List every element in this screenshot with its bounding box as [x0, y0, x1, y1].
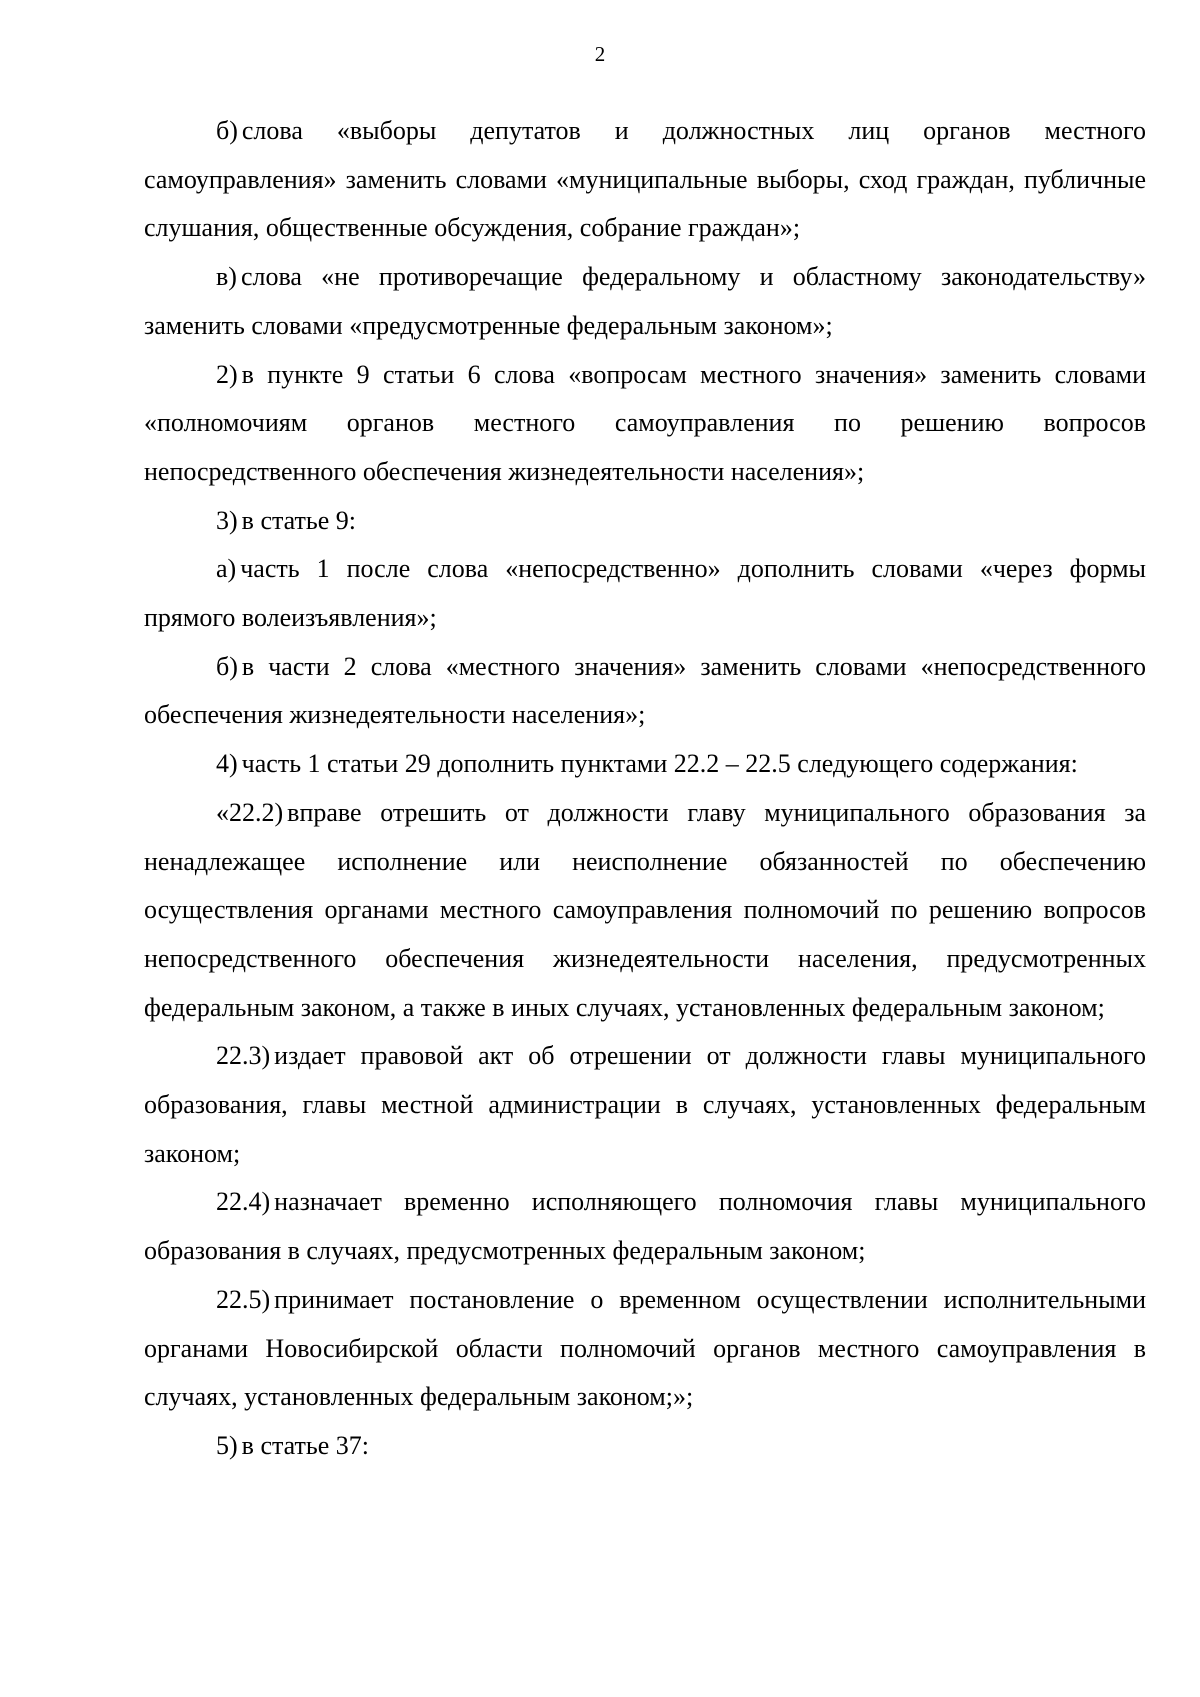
paragraph-marker: 5) — [216, 1430, 238, 1460]
paragraph-text: издает правовой акт об отрешении от должности главы муниципального образования, главы местной администрации в случаях, установленных федеральным законом; — [144, 1041, 1146, 1168]
paragraph-3 — [144, 351, 1146, 497]
paragraph-text: в части 2 слова «местного значения» заменить словами «непосредственного обеспечения жизнедеятельности населения»; — [144, 651, 1146, 730]
paragraph-4 — [144, 497, 1146, 546]
paragraph-10 — [144, 1178, 1146, 1275]
paragraph-marker: 22.3) — [216, 1041, 271, 1071]
paragraph-marker: 22.5) — [216, 1284, 271, 1314]
paragraph-marker: 4) — [216, 749, 238, 779]
paragraph-6 — [144, 643, 1146, 740]
paragraph-marker: «22.2) — [216, 797, 284, 827]
paragraph-text: часть 1 статьи 29 дополнить пунктами 22.2 – 22.5 следующего содержания: — [241, 749, 1078, 779]
paragraph-text: в пункте 9 статьи 6 слова «вопросам местного значения» заменить словами «полномочиям органов местного самоуправления по решению вопросов непосредственного обеспечения жизнедеятельности населения»; — [144, 359, 1146, 486]
paragraph-marker: б) — [216, 116, 238, 145]
page-number: 2 — [594, 42, 606, 66]
document-body — [144, 107, 1146, 1471]
paragraph-5 — [144, 545, 1146, 642]
paragraph-marker: 22.4) — [216, 1187, 271, 1217]
paragraph-8 — [144, 789, 1146, 1033]
paragraph-text: слова «выборы депутатов и должностных лиц органов местного самоуправления» заменить словами «муниципальные выборы, сход граждан, публичные слушания, общественные обсуждения, собрание граждан»; — [144, 116, 1146, 243]
paragraph-7 — [144, 740, 1146, 789]
paragraph-12 — [144, 1422, 1146, 1471]
paragraph-marker: 3) — [216, 505, 238, 535]
paragraph-text: назначает временно исполняющего полномочия главы муниципального образования в случаях, предусмотренных федеральным законом; — [144, 1187, 1146, 1266]
paragraph-1 — [144, 107, 1146, 253]
paragraph-2 — [144, 253, 1146, 350]
paragraph-text: в статье 37: — [241, 1430, 370, 1460]
paragraph-text: принимает постановление о временном осуществлении исполнительными органами Новосибирской области полномочий органов местного самоуправления в случаях, установленных федеральным законом;»; — [144, 1284, 1146, 1412]
paragraph-text: часть 1 после слова «непосредственно» дополнить словами «через формы прямого волеизъявления»; — [144, 554, 1146, 633]
paragraph-text: в статье 9: — [241, 505, 357, 535]
paragraph-11 — [144, 1276, 1146, 1422]
paragraph-marker: б) — [216, 651, 238, 681]
paragraph-9 — [144, 1032, 1146, 1178]
paragraph-marker: а) — [216, 554, 237, 584]
paragraph-marker: в) — [216, 262, 237, 292]
paragraph-text: вправе отрешить от должности главу муниципального образования за ненадлежащее исполнение или неисполнение обязанностей по обеспечению осуществления органами местного самоуправления полномочий по решению вопросов непосредственного обеспечения жизнедеятельности населения, предусмотренных федеральным законом, а также в иных случаях, установленных федеральным законом; — [144, 797, 1146, 1022]
paragraph-text: слова «не противоречащие федеральному и областному законодательству» заменить словами «предусмотренные федеральным законом»; — [144, 262, 1146, 340]
paragraph-marker: 2) — [216, 359, 238, 389]
